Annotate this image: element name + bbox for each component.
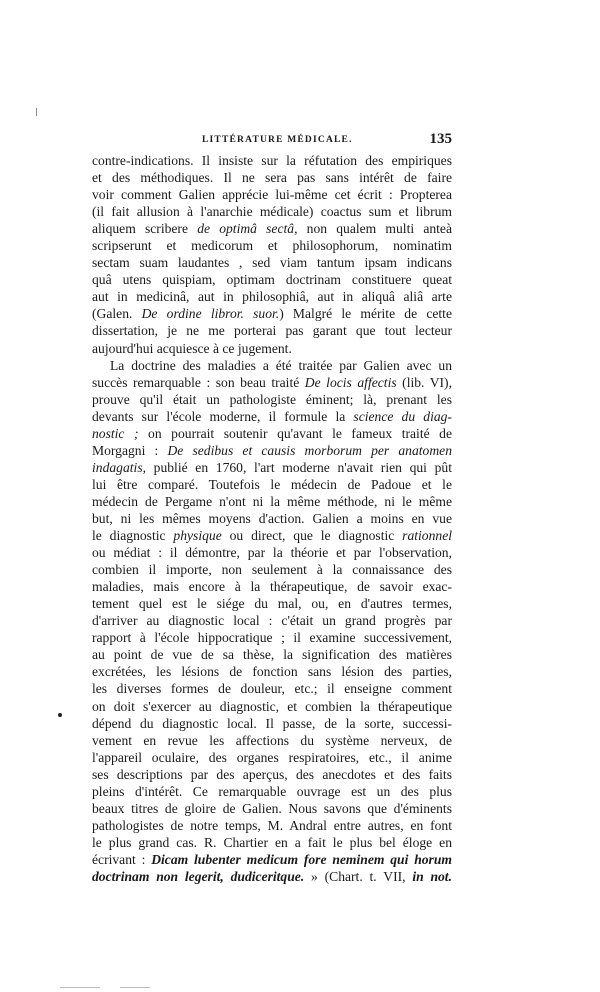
- text-line: d'arriver au diagnostic local : c'était un grand progrès par: [92, 613, 452, 629]
- text-line: but, ni les mêmes moyens d'action. Galien a moins en vue: [92, 510, 452, 526]
- text-line: quâ utens quispiam, optimam doctrinam constituere queat: [92, 272, 452, 288]
- text-line: combien il importe, non seulement à la connaissance des: [92, 562, 452, 578]
- text-line: rapport à l'école hippocratique ; il examine successivement,: [92, 630, 452, 646]
- text-line: tement quel est le siége du mal, ou, en d'autres termes,: [92, 596, 452, 612]
- paragraph-first-line: La doctrine des maladies a été traitée par Galien avec un: [110, 357, 452, 373]
- text-line: les diverses formes de douleur, etc.; il enseigne comment: [92, 681, 452, 697]
- text-line: écrivant : Dicam lubenter medicum fore neminem qui horum: [92, 851, 452, 867]
- running-head: LITTÉRATURE MÉDICALE.: [202, 135, 353, 145]
- text-line: (Galen. De ordine libror. suor.) Malgré le mérite de cette: [92, 306, 452, 322]
- text-line: doctrinam non legerit, dudiceritque. » (Chart. t. VII, in not.: [92, 868, 452, 884]
- text-line: ses descriptions par des aperçus, des anecdotes et des faits: [92, 766, 452, 782]
- bleed-through-mark: [60, 987, 100, 988]
- text-line: aliquem scribere de optimâ sectâ, non qualem multi anteà: [92, 221, 452, 237]
- body-text: [92, 152, 452, 885]
- paragraph-last-line: aujourd'hui acquiesce à ce jugement.: [92, 340, 292, 356]
- text-line: l'appareil oculaire, des organes respiratoires, etc., il anime: [92, 749, 452, 765]
- text-line: (il fait allusion à l'anarchie médicale) coactus sum et librum: [92, 204, 452, 220]
- text-line: le diagnostic physique ou direct, que le diagnostic rationnel: [92, 528, 453, 544]
- text-line: le plus grand cas. R. Chartier en a fait le plus bel éloge en: [92, 834, 452, 850]
- text-line: sectam suam laudantes , sed viam tantum ipsam indicans: [92, 255, 452, 271]
- text-line: et des méthodiques. Il ne sera pas sans intérêt de faire: [92, 170, 452, 186]
- text-line: au point de vue de sa thèse, la signification des matières: [92, 647, 452, 663]
- text-line: indagatis, publié en 1760, l'art moderne n'avait rien qui pût: [92, 459, 452, 475]
- page-header: [92, 133, 452, 151]
- text-line: lui être comparé. Toutefois le médecin de Padoue et le: [92, 476, 452, 492]
- text-line: succès remarquable : son beau traité De locis affectis (lib. VI),: [92, 374, 452, 390]
- text-line: nostic ; on pourrait soutenir qu'avant le fameux traité de: [92, 425, 452, 441]
- ink-spot: [58, 713, 62, 717]
- text-line: ou médiat : il démontre, par la théorie et par l'observation,: [92, 545, 452, 561]
- margin-mark: [36, 108, 37, 116]
- text-line: Morgagni : De sedibus et causis morborum per anatomen: [92, 442, 452, 458]
- text-line: devants sur l'école moderne, il formule la science du diag-: [92, 408, 452, 424]
- text-line: contre-indications. Il insiste sur la réfutation des empiriques: [92, 153, 452, 168]
- text-line: prouve qu'il était un pathologiste éminent; là, prenant les: [92, 391, 452, 407]
- text-line: beaux titres de gloire de Galien. Nous savons que d'éminents: [92, 800, 452, 816]
- text-line: scripserunt et medicorum et philosophorum, nominatim: [92, 238, 452, 254]
- text-line: on doit s'exercer au diagnostic, et combien la thérapeutique: [92, 698, 452, 714]
- page-number: 135: [429, 131, 452, 147]
- text-line: vement en revue les affections du système nerveux, de: [92, 732, 452, 748]
- text-line: maladies, mais encore à la thérapeutique, de savoir exac-: [92, 579, 452, 595]
- text-line: pathologistes de notre temps, M. Andral entre autres, en font: [92, 817, 452, 833]
- text-line: pleins d'intérêt. Ce remarquable ouvrage est un des plus: [92, 783, 452, 799]
- text-line: médecin de Pergame n'ont ni la même méthode, ni le même: [92, 493, 452, 509]
- text-line: excrétées, les lésions de fonction sans lésion des parties,: [92, 664, 452, 680]
- text-line: dépend du diagnostic local. Il passe, de la sorte, successi-: [92, 715, 452, 731]
- bleed-through-mark: [120, 987, 150, 988]
- text-line: aut in medicinâ, aut in philosophiâ, aut in aliquâ aliâ arte: [92, 289, 452, 305]
- text-line: dissertation, je ne me porterai pas garant que tout lecteur: [92, 323, 452, 339]
- text-line: voir comment Galien apprécie lui-même cet écrit : Propterea: [92, 187, 452, 203]
